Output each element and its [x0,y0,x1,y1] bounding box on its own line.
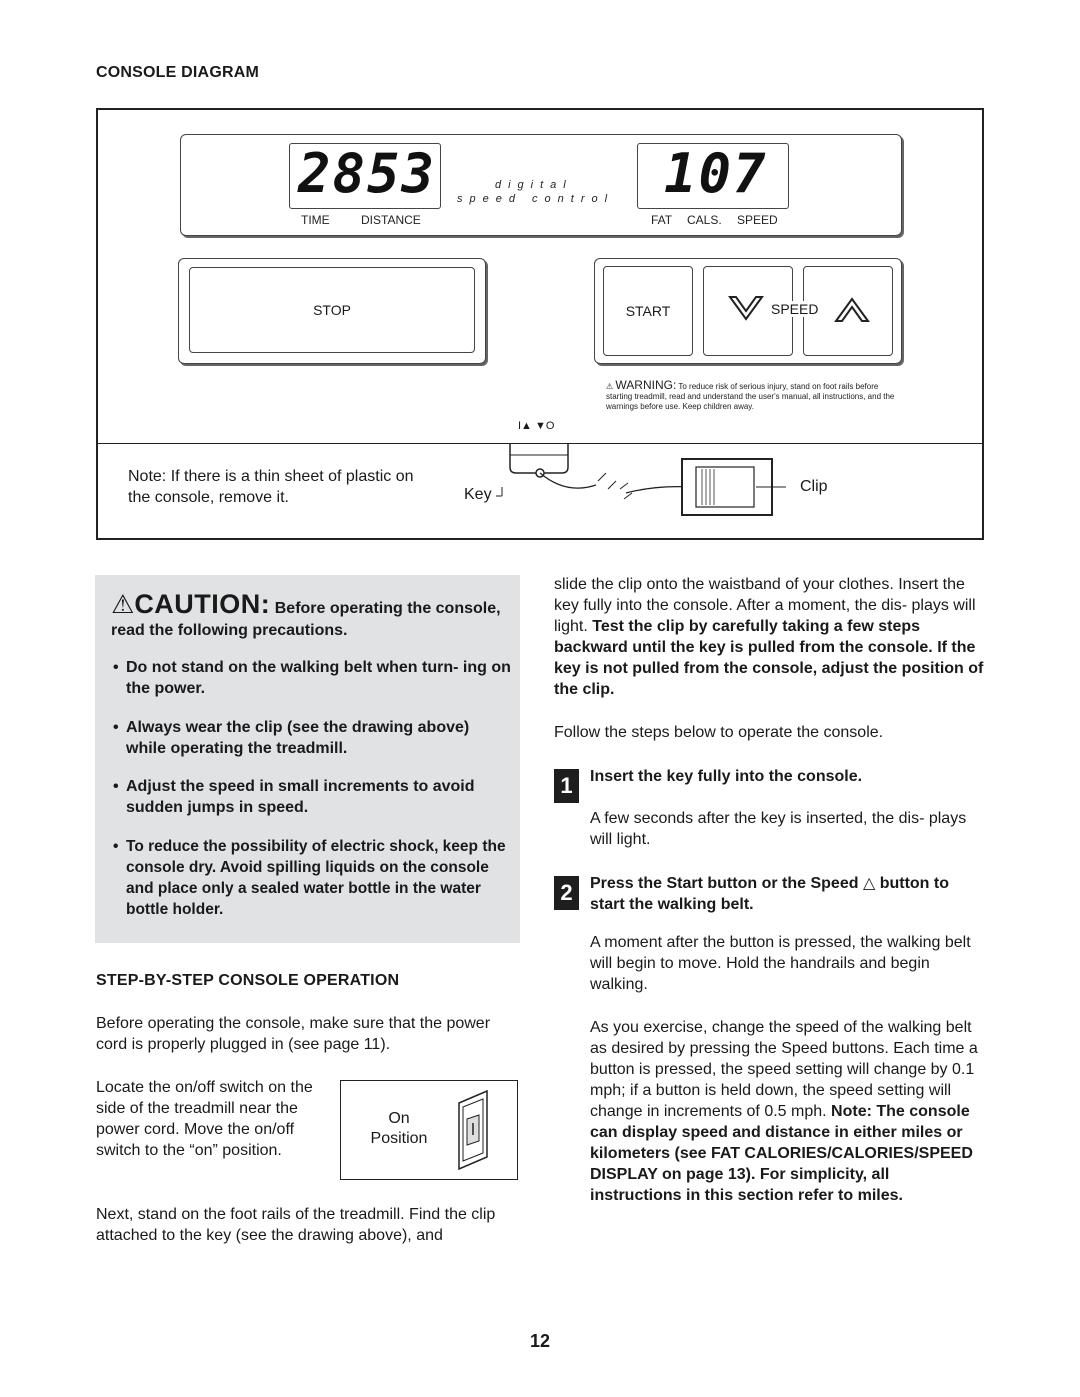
speed-control-label: speed control [457,193,615,205]
caution-word: CAUTION: [134,589,271,619]
page-number: 12 [529,1331,551,1351]
start-button[interactable] [603,266,693,356]
stop-label: STOP [313,302,351,318]
digital-label: digital [495,179,573,191]
console-diagram-heading: CONSOLE DIAGRAM [96,64,259,81]
warning-triangle-icon: ⚠ [606,382,614,391]
caution-bullet: • Do not stand on the walking belt when turn- ing on the power. [113,657,513,699]
operation-para-1: Before operating the console, make sure that the power cord is properly plugged in (see page 11). [96,1015,491,1053]
right-display-value: 107 [664,142,768,205]
step-2-body-1: A moment after the button is pressed, the walking belt will begin to move. Hold the handrails and begin walking. [590,934,971,993]
step-1-number: 1 [554,769,579,803]
warning-body: To reduce risk of serious injury, stand on foot rails before starting treadmill, read and understand the user's manual, all instructions, and the warnings before use. Keep children away. [606,382,895,411]
caution-bullet: • Adjust the speed in small increments to avoid sudden jumps in speed. [113,776,513,818]
distance-label: DISTANCE [361,213,421,227]
operation-para-3: Next, stand on the foot rails of the treadmill. Find the clip attached to the key (see the drawing above), and [96,1206,496,1244]
step-2-title [590,873,984,915]
test-clip-text: Test the clip by carefully taking a few steps backward until the key is pulled from the console. If the key is not pulled from the console, adjust the position of the clip. [554,618,984,698]
continued-paragraph [554,574,986,700]
fat-label: FAT [651,213,673,227]
stop-button[interactable] [189,267,475,353]
follow-steps-text: Follow the steps below to operate the console. [554,724,884,741]
step-2-body-2 [590,1017,984,1206]
warning-text [606,380,906,412]
caution-triangle-icon: ⚠ [111,589,135,619]
time-label: TIME [301,213,330,227]
chevron-up-icon [832,289,872,329]
key-label: Key [464,486,492,503]
chevron-down-icon [726,289,766,329]
speed-calories-display [637,143,789,209]
continued-text: slide the clip onto the waistband of your clothes. Insert the key fully into the console. After a moment, the dis- plays will light. [554,576,976,635]
warning-word: WARNING: [615,378,677,392]
left-display-value: 2853 [298,142,437,205]
caution-bullet: • To reduce the possibility of electric shock, keep the console dry. Avoid spilling liquids on the console and place only a sealed water bottle in the water bottle holder. [113,836,513,920]
plastic-note: Note: If there is a thin sheet of plastic on the console, remove it. [128,468,414,506]
triangle-up-icon: △ [862,875,876,892]
cals-label: CALS. [687,213,722,227]
caution-box [95,575,520,943]
clip-label: Clip [800,478,828,495]
switch-marks: I▲ ▼O [518,420,555,432]
operation-heading: STEP-BY-STEP CONSOLE OPERATION [96,972,400,989]
units-note: Note: The console can display speed and distance in either miles or kilometers (see FAT CALORIES/CALORIES/SPEED DISPLAY on page 13). For simplicity, all instructions in this section refer to miles. [590,1103,973,1204]
position-label: Position [370,1130,428,1147]
on-position-figure [340,1080,518,1180]
display-panel [180,134,902,236]
power-switch-icon [453,1089,493,1171]
caution-heading [111,589,511,642]
time-distance-display [289,143,441,209]
caution-intro: Before operating the console, read the following precautions. [111,600,501,639]
step-2-number: 2 [554,876,579,910]
step-2-title-a: Press the Start button or the Speed [590,875,859,892]
step-1-body: A few seconds after the key is inserted, the dis- plays will light. [590,810,967,848]
step-2-title-b: button to start the walking belt. [590,875,949,913]
speed-change-text: As you exercise, change the speed of the walking belt as desired by pressing the Speed buttons. Each time a button is pressed, the speed setting will change by 0.1 mph; if a button is held down, the speed setting will change in increments of 0.5 mph. [590,1019,978,1120]
start-label: START [625,303,671,319]
operation-para-2: Locate the on/off switch on the side of the treadmill near the power cord. Move the on/off switch to the “on” position. [96,1079,313,1159]
stop-button-frame [178,258,486,364]
caution-bullet: • Always wear the clip (see the drawing above) while operating the treadmill. [113,717,513,759]
speed-display-label: SPEED [737,213,778,227]
speed-button-label: SPEED [771,301,819,317]
key-clip-illustration [496,443,786,521]
control-button-frame [594,258,902,364]
step-1-title: Insert the key fully into the console. [590,768,863,785]
on-label: On [388,1110,410,1127]
